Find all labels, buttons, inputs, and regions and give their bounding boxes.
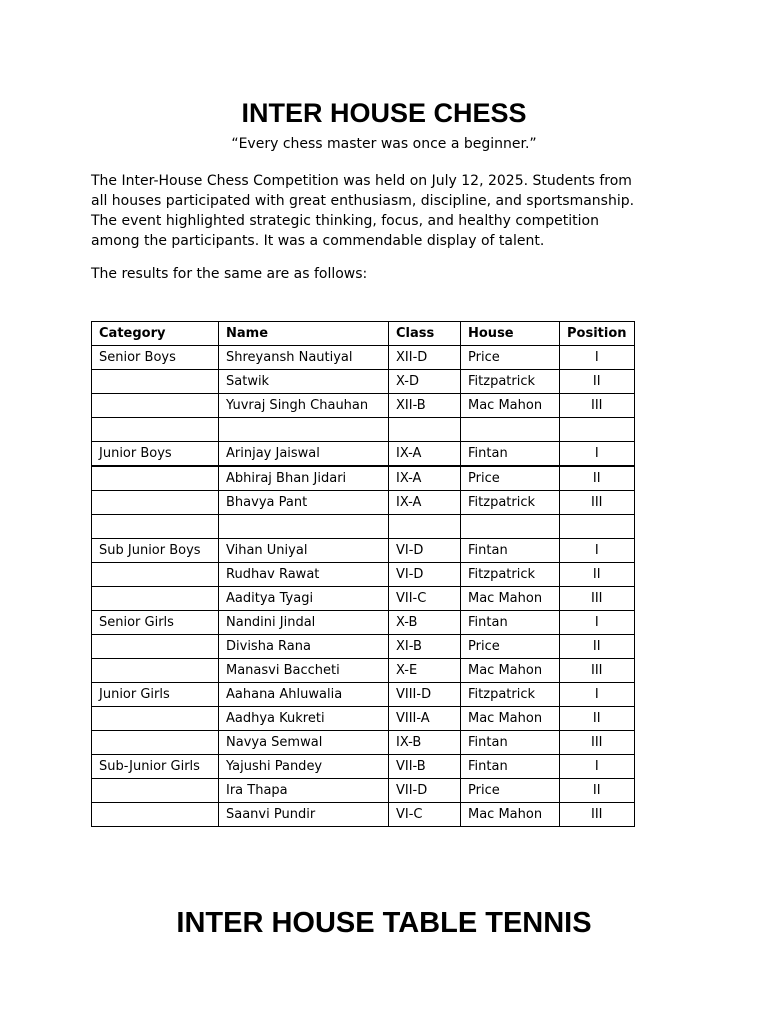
table-row [92, 539, 635, 563]
cell-class: X-E [389, 659, 461, 683]
cell-class: VII-B [389, 755, 461, 779]
cell-house: Fintan [461, 442, 560, 467]
cell-position: I [560, 611, 635, 635]
cell-house: Fitzpatrick [461, 683, 560, 707]
cell-name: Yajushi Pandey [219, 755, 389, 779]
cell-position: III [560, 803, 635, 827]
header-category: Category [92, 322, 219, 346]
cell-category [92, 491, 219, 515]
cell-position: III [560, 394, 635, 418]
table-row [92, 346, 635, 370]
cell-class: VII-D [389, 779, 461, 803]
cell-position: III [560, 587, 635, 611]
cell-name: Navya Semwal [219, 731, 389, 755]
table-row [92, 683, 635, 707]
cell-house: Fintan [461, 539, 560, 563]
cell-name: Abhiraj Bhan Jidari [219, 466, 389, 491]
cell-house: Mac Mahon [461, 587, 560, 611]
cell-class [389, 418, 461, 442]
cell-name: Vihan Uniyal [219, 539, 389, 563]
cell-category [92, 563, 219, 587]
table-row [92, 563, 635, 587]
cell-position: II [560, 635, 635, 659]
cell-name: Aahana Ahluwalia [219, 683, 389, 707]
cell-position: II [560, 370, 635, 394]
table-row [92, 731, 635, 755]
table-row [92, 466, 635, 491]
table-row [92, 418, 635, 442]
table-row [92, 803, 635, 827]
cell-class: VIII-A [389, 707, 461, 731]
table-row [92, 442, 635, 467]
cell-category [92, 779, 219, 803]
cell-category: Sub Junior Boys [92, 539, 219, 563]
cell-position: I [560, 539, 635, 563]
cell-category: Junior Boys [92, 442, 219, 467]
cell-position: I [560, 755, 635, 779]
cell-position: II [560, 779, 635, 803]
cell-house: Price [461, 466, 560, 491]
table-row [92, 370, 635, 394]
cell-house: Mac Mahon [461, 803, 560, 827]
page-title: INTER HOUSE CHESS [241, 98, 527, 128]
cell-name: Saanvi Pundir [219, 803, 389, 827]
table-row [92, 394, 635, 418]
cell-position: III [560, 491, 635, 515]
cell-name: Ira Thapa [219, 779, 389, 803]
cell-house: Fitzpatrick [461, 370, 560, 394]
cell-category: Senior Boys [92, 346, 219, 370]
cell-class: XII-B [389, 394, 461, 418]
table-row [92, 611, 635, 635]
cell-class: VIII-D [389, 683, 461, 707]
cell-house: Mac Mahon [461, 659, 560, 683]
cell-position: III [560, 731, 635, 755]
cell-category: Senior Girls [92, 611, 219, 635]
cell-name: Yuvraj Singh Chauhan [219, 394, 389, 418]
cell-class: IX-A [389, 491, 461, 515]
header-house: House [461, 322, 560, 346]
cell-category [92, 466, 219, 491]
cell-position: II [560, 466, 635, 491]
cell-name: Nandini Jindal [219, 611, 389, 635]
table-row [92, 659, 635, 683]
cell-house: Fitzpatrick [461, 491, 560, 515]
cell-house [461, 418, 560, 442]
results-table-body [92, 346, 635, 827]
cell-house: Fintan [461, 611, 560, 635]
cell-class: XI-B [389, 635, 461, 659]
cell-name: Satwik [219, 370, 389, 394]
cell-position [560, 418, 635, 442]
cell-house: Fintan [461, 731, 560, 755]
intro-paragraph: The Inter-House Chess Competition was held on July 12, 2025. Students from all houses participated with great enthusiasm, discipline, and sportsmanship. The event highlighted strategic thinking, focus, and healthy competition among the participants. It was a commendable display of talent. [91, 173, 635, 249]
quote: “Every chess master was once a beginner.” [231, 136, 537, 152]
cell-house: Mac Mahon [461, 707, 560, 731]
cell-house: Price [461, 346, 560, 370]
cell-category: Sub-Junior Girls [92, 755, 219, 779]
cell-house: Fitzpatrick [461, 563, 560, 587]
cell-name: Shreyansh Nautiyal [219, 346, 389, 370]
cell-name: Aadhya Kukreti [219, 707, 389, 731]
cell-name: Bhavya Pant [219, 491, 389, 515]
cell-class: XII-D [389, 346, 461, 370]
cell-class: IX-A [389, 442, 461, 467]
cell-class: VI-C [389, 803, 461, 827]
cell-position: I [560, 346, 635, 370]
cell-class: X-B [389, 611, 461, 635]
cell-house [461, 515, 560, 539]
cell-name [219, 418, 389, 442]
cell-class [389, 515, 461, 539]
results-intro: The results for the same are as follows: [91, 266, 368, 282]
cell-position: II [560, 707, 635, 731]
table-header-row [92, 322, 635, 346]
header-position: Position [560, 322, 635, 346]
header-name: Name [219, 322, 389, 346]
cell-position [560, 515, 635, 539]
table-row [92, 755, 635, 779]
cell-name: Rudhav Rawat [219, 563, 389, 587]
header-class: Class [389, 322, 461, 346]
cell-category [92, 515, 219, 539]
cell-class: VI-D [389, 539, 461, 563]
cell-class: X-D [389, 370, 461, 394]
cell-house: Price [461, 779, 560, 803]
table-row [92, 587, 635, 611]
cell-category [92, 803, 219, 827]
cell-position: I [560, 683, 635, 707]
cell-house: Fintan [461, 755, 560, 779]
cell-house: Mac Mahon [461, 394, 560, 418]
table-row [92, 515, 635, 539]
table-row [92, 635, 635, 659]
cell-category [92, 635, 219, 659]
cell-category [92, 370, 219, 394]
cell-name: Aaditya Tyagi [219, 587, 389, 611]
cell-house: Price [461, 635, 560, 659]
next-section-title: INTER HOUSE TABLE TENNIS [176, 907, 592, 939]
table-row [92, 707, 635, 731]
cell-category [92, 418, 219, 442]
cell-name [219, 515, 389, 539]
cell-name: Arinjay Jaiswal [219, 442, 389, 467]
cell-position: III [560, 659, 635, 683]
cell-name: Divisha Rana [219, 635, 389, 659]
cell-class: IX-A [389, 466, 461, 491]
cell-class: VII-C [389, 587, 461, 611]
cell-class: VI-D [389, 563, 461, 587]
cell-category: Junior Girls [92, 683, 219, 707]
cell-category [92, 394, 219, 418]
cell-class: IX-B [389, 731, 461, 755]
cell-name: Manasvi Baccheti [219, 659, 389, 683]
cell-category [92, 659, 219, 683]
results-table [91, 321, 635, 827]
cell-category [92, 707, 219, 731]
cell-position: II [560, 563, 635, 587]
table-row [92, 491, 635, 515]
cell-position: I [560, 442, 635, 467]
cell-category [92, 731, 219, 755]
table-row [92, 779, 635, 803]
cell-category [92, 587, 219, 611]
